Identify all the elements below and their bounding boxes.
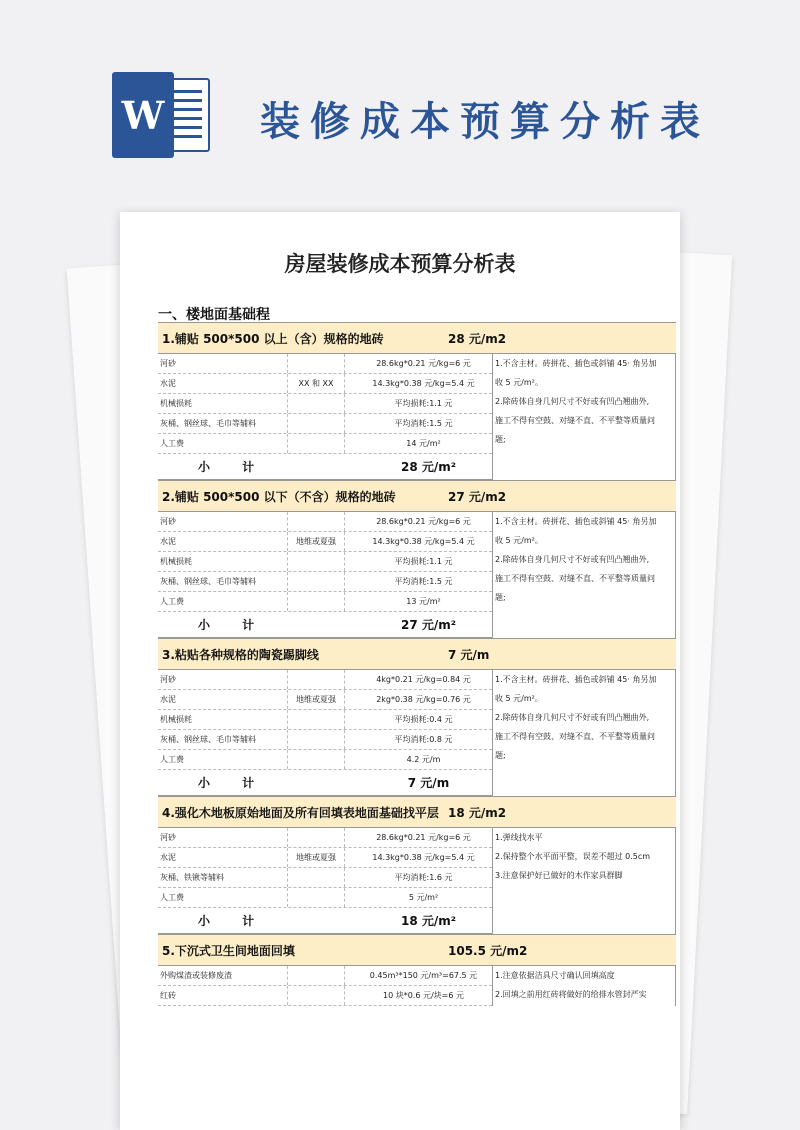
budget-block-5 xyxy=(158,934,676,1006)
item-calc: 平均消耗:1.5 元 xyxy=(394,577,453,586)
item-spec: 地维或夏强 xyxy=(288,848,345,867)
block-notes xyxy=(492,670,676,796)
note-line: 1.不含主材。砖拼花、插色或斜铺 45· 角另加 xyxy=(495,675,657,684)
item-spec xyxy=(288,354,345,373)
item-spec xyxy=(288,572,345,591)
table-row xyxy=(158,966,492,986)
item-name: 水泥 xyxy=(158,690,288,709)
section-title: 一、楼地面基础程 xyxy=(158,307,270,323)
item-calc: 4kg*0.21 元/kg=0.84 元 xyxy=(376,675,471,684)
note-line: 2.除砖体自身几何尺寸不好或有凹凸翘曲外, xyxy=(495,397,650,406)
item-name: 人工费 xyxy=(158,888,288,907)
table-row xyxy=(158,552,492,572)
block-title: 2.铺贴 500*500 以下（不含）规格的地砖 xyxy=(162,489,396,504)
item-name: 灰桶、钢丝球、毛巾等辅料 xyxy=(158,572,288,591)
budget-block-1 xyxy=(158,322,676,480)
subtotal-row xyxy=(158,908,492,934)
subtotal-label: 小 计 xyxy=(198,460,269,474)
item-spec xyxy=(288,512,345,531)
note-line: 题; xyxy=(495,435,506,444)
block-header xyxy=(158,797,676,828)
block-price: 105.5 元/m2 xyxy=(448,943,528,958)
item-name: 机械损耗 xyxy=(158,552,288,571)
table-row xyxy=(158,710,492,730)
item-spec xyxy=(288,828,345,847)
note-line: 2.回填之前用红砖将做好的给排水管封严实 xyxy=(495,990,647,999)
table-row xyxy=(158,670,492,690)
subtotal-row xyxy=(158,612,492,638)
word-icon xyxy=(112,72,214,158)
budget-table xyxy=(158,322,676,1006)
item-spec xyxy=(288,414,345,433)
item-calc: 10 块*0.6 元/块=6 元 xyxy=(382,991,465,1000)
item-spec xyxy=(288,868,345,887)
table-row xyxy=(158,374,492,394)
note-line: 2.保持整个水平面平整，误差不超过 0.5cm xyxy=(495,852,651,861)
block-price: 18 元/m2 xyxy=(448,805,507,820)
block-header xyxy=(158,935,676,966)
block-notes xyxy=(492,966,676,1006)
table-row xyxy=(158,434,492,454)
table-row xyxy=(158,828,492,848)
note-line: 施工不得有空鼓、对缝不直、不平整等质量问 xyxy=(495,574,655,583)
block-notes xyxy=(492,828,676,934)
item-calc: 平均损耗:1.1 元 xyxy=(394,399,453,408)
table-row xyxy=(158,414,492,434)
item-calc: 28.6kg*0.21 元/kg=6 元 xyxy=(376,517,471,526)
subtotal-value: 18 元/m² xyxy=(400,914,457,928)
item-name: 灰桶、铁锹等辅料 xyxy=(158,868,288,887)
item-spec: XX 和 XX xyxy=(288,374,345,393)
table-row xyxy=(158,512,492,532)
item-calc: 平均损耗:1.1 元 xyxy=(394,557,453,566)
table-row xyxy=(158,848,492,868)
item-name: 河砂 xyxy=(158,512,288,531)
block-header xyxy=(158,323,676,354)
item-name: 河砂 xyxy=(158,828,288,847)
table-row xyxy=(158,592,492,612)
item-spec: 地维或夏强 xyxy=(288,690,345,709)
banner-title: 装修成本预算分析表 xyxy=(260,99,710,145)
block-price: 28 元/m2 xyxy=(448,331,507,346)
table-row xyxy=(158,572,492,592)
note-line: 1.不含主材。砖拼花、插色或斜铺 45· 角另加 xyxy=(495,359,657,368)
item-calc: 2kg*0.38 元/kg=0.76 元 xyxy=(376,695,471,704)
block-header xyxy=(158,481,676,512)
note-line: 施工不得有空鼓、对缝不直、不平整等质量问 xyxy=(495,416,655,425)
item-name: 人工费 xyxy=(158,592,288,611)
subtotal-value: 27 元/m² xyxy=(400,618,457,632)
item-calc: 14.3kg*0.38 元/kg=5.4 元 xyxy=(372,537,475,546)
item-spec xyxy=(288,986,345,1005)
note-line: 2.除砖体自身几何尺寸不好或有凹凸翘曲外, xyxy=(495,713,650,722)
item-spec xyxy=(288,888,345,907)
subtotal-label: 小 计 xyxy=(198,776,269,790)
note-line: 题; xyxy=(495,593,506,602)
item-spec xyxy=(288,670,345,689)
budget-block-3 xyxy=(158,638,676,796)
item-calc: 13 元/m² xyxy=(406,597,441,606)
subtotal-row xyxy=(158,770,492,796)
block-price: 27 元/m2 xyxy=(448,489,507,504)
item-name: 机械损耗 xyxy=(158,710,288,729)
block-title: 1.铺贴 500*500 以上（含）规格的地砖 xyxy=(162,331,384,346)
item-name: 外购煤渣或装修废渣 xyxy=(158,966,288,985)
subtotal-label: 小 计 xyxy=(198,618,269,632)
item-calc: 平均消耗:1.6 元 xyxy=(394,873,453,882)
item-spec xyxy=(288,434,345,453)
note-line: 施工不得有空鼓、对缝不直、不平整等质量问 xyxy=(495,732,655,741)
item-name: 灰桶、钢丝球、毛巾等辅料 xyxy=(158,414,288,433)
item-name: 水泥 xyxy=(158,532,288,551)
item-name: 河砂 xyxy=(158,670,288,689)
item-spec xyxy=(288,966,345,985)
table-row xyxy=(158,690,492,710)
item-spec xyxy=(288,552,345,571)
item-calc: 28.6kg*0.21 元/kg=6 元 xyxy=(376,359,471,368)
item-name: 水泥 xyxy=(158,374,288,393)
item-spec xyxy=(288,394,345,413)
note-line: 1.弹线找水平 xyxy=(495,833,543,842)
note-line: 题; xyxy=(495,751,506,760)
document-title: 房屋装修成本预算分析表 xyxy=(284,252,516,276)
block-price: 7 元/m xyxy=(448,647,490,662)
item-spec: 地维或夏强 xyxy=(288,532,345,551)
subtotal-value: 7 元/m xyxy=(407,776,450,790)
item-name: 人工费 xyxy=(158,750,288,769)
note-line: 收 5 元/m²。 xyxy=(495,536,543,545)
item-name: 河砂 xyxy=(158,354,288,373)
block-header xyxy=(158,639,676,670)
table-row xyxy=(158,730,492,750)
item-spec xyxy=(288,592,345,611)
note-line: 3.注意保护好已做好的木作家具群脚 xyxy=(495,871,623,880)
item-spec xyxy=(288,710,345,729)
subtotal-label: 小 计 xyxy=(198,914,269,928)
table-row xyxy=(158,394,492,414)
item-name: 红砖 xyxy=(158,986,288,1005)
note-line: 1.注意依据洁具尺寸确认回填高度 xyxy=(495,971,615,980)
item-calc: 0.45m³*150 元/m³=67.5 元 xyxy=(369,971,478,980)
budget-block-4 xyxy=(158,796,676,934)
item-calc: 平均消耗:0.8 元 xyxy=(394,735,453,744)
item-calc: 平均消耗:1.5 元 xyxy=(394,419,453,428)
block-notes xyxy=(492,512,676,638)
table-row xyxy=(158,354,492,374)
item-calc: 5 元/m² xyxy=(408,893,439,902)
document-page xyxy=(120,212,680,1130)
table-row xyxy=(158,888,492,908)
block-title: 3.粘贴各种规格的陶瓷踢脚线 xyxy=(162,647,319,662)
item-name: 灰桶、钢丝球、毛巾等辅料 xyxy=(158,730,288,749)
item-spec xyxy=(288,730,345,749)
item-name: 人工费 xyxy=(158,434,288,453)
header-banner xyxy=(0,0,800,200)
note-line: 1.不含主材。砖拼花、插色或斜铺 45· 角另加 xyxy=(495,517,657,526)
note-line: 2.除砖体自身几何尺寸不好或有凹凸翘曲外, xyxy=(495,555,650,564)
table-row xyxy=(158,868,492,888)
block-notes xyxy=(492,354,676,480)
item-name: 机械损耗 xyxy=(158,394,288,413)
item-calc: 14 元/m² xyxy=(406,439,441,448)
table-row xyxy=(158,750,492,770)
item-calc: 4.2 元/m xyxy=(406,755,441,764)
table-row xyxy=(158,532,492,552)
item-name: 水泥 xyxy=(158,848,288,867)
note-line: 收 5 元/m²。 xyxy=(495,378,543,387)
table-row xyxy=(158,986,492,1006)
word-badge: W xyxy=(112,72,174,158)
block-title: 5.下沉式卫生间地面回填 xyxy=(162,943,295,958)
budget-block-2 xyxy=(158,480,676,638)
item-calc: 14.3kg*0.38 元/kg=5.4 元 xyxy=(372,853,475,862)
note-line: 收 5 元/m²。 xyxy=(495,694,543,703)
item-calc: 28.6kg*0.21 元/kg=6 元 xyxy=(376,833,471,842)
subtotal-row xyxy=(158,454,492,480)
block-title: 4.强化木地板原始地面及所有回填表地面基础找平层 xyxy=(162,805,439,820)
subtotal-value: 28 元/m² xyxy=(400,460,457,474)
item-calc: 平均损耗:0.4 元 xyxy=(394,715,453,724)
item-spec xyxy=(288,750,345,769)
item-calc: 14.3kg*0.38 元/kg=5.4 元 xyxy=(372,379,475,388)
